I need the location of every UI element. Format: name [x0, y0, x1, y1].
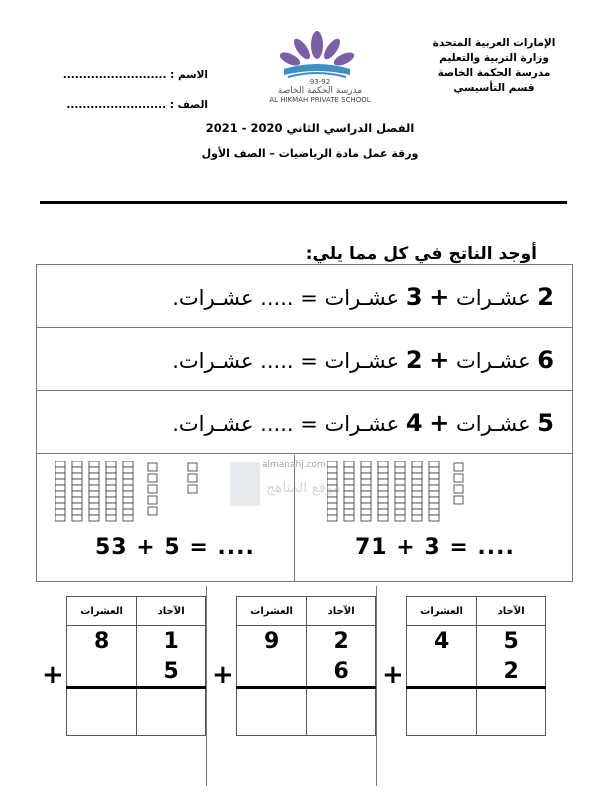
sum-expression: 53 + 5 = .... — [95, 535, 255, 560]
base-ten-blocks-left — [55, 461, 255, 527]
tens-digit: 9 — [237, 626, 307, 657]
tens-digit — [67, 656, 137, 688]
tens-digit: 4 — [407, 626, 477, 657]
unit-cube — [188, 485, 197, 493]
ones-digit: 5 — [477, 626, 546, 657]
tens-rod — [55, 461, 65, 521]
unit-cube — [148, 507, 157, 515]
unit-cube — [454, 496, 463, 504]
name-field[interactable]: الاسم : .......................... — [62, 69, 208, 81]
answer-ones-cell[interactable] — [477, 688, 546, 736]
base-ten-blocks-right — [327, 461, 547, 527]
unit-cube — [454, 463, 463, 471]
place-value-section — [36, 586, 571, 786]
term-title: الفصل الدراسي الثاني 2020 - 2021 — [205, 121, 415, 135]
unit-cube — [188, 463, 197, 471]
ministry-line: وزارة التربية والتعليم — [439, 52, 549, 64]
ones-digit: 2 — [477, 656, 546, 688]
answer-tens-cell[interactable] — [67, 688, 137, 736]
tens-rod — [106, 461, 116, 521]
tens-header: العشرات — [67, 597, 137, 626]
department-line: قسم التأسيسي — [453, 82, 535, 94]
watermark: almanahj.com — [262, 460, 326, 470]
equation-row: 2 عشـرات + 3 عشـرات = ..... عشـرات. — [37, 265, 572, 328]
place-value-problem: + العشرات الآحاد 4 5 2 — [376, 586, 546, 786]
tens-rod — [89, 461, 99, 521]
ones-header: الآحاد — [137, 597, 206, 626]
ones-digit: 5 — [137, 656, 206, 688]
ones-header: الآحاد — [477, 597, 546, 626]
ones-digit: 2 — [307, 626, 376, 657]
tens-rod — [395, 461, 405, 521]
tens-rod — [378, 461, 388, 521]
ones-digit: 6 — [307, 656, 376, 688]
tens-rod — [72, 461, 82, 521]
answer-ones-cell[interactable] — [307, 688, 376, 736]
instruction: أوجد الناتج في كل مما يلي: — [305, 244, 537, 264]
ones-digit: 1 — [137, 626, 206, 657]
country-line: الإمارات العربية المتحدة — [432, 37, 556, 49]
sum-expression: 71 + 3 = .... — [355, 535, 515, 560]
tens-rod — [429, 461, 439, 521]
tens-digit — [237, 656, 307, 688]
ones-header: الآحاد — [307, 597, 376, 626]
tens-header: العشرات — [407, 597, 477, 626]
unit-cube — [454, 474, 463, 482]
tens-digit: 8 — [67, 626, 137, 657]
class-field[interactable]: الصف : ......................... — [66, 99, 208, 111]
exercise-grid — [36, 264, 573, 582]
unit-cube — [148, 485, 157, 493]
tens-header: العشرات — [237, 597, 307, 626]
unit-cube — [148, 496, 157, 504]
school-header — [419, 36, 569, 96]
tens-rod — [412, 461, 422, 521]
logo-caption: 93-92 مدرسة الحكمة الخاصة AL HIKMAH PRIVATE SCHOOL — [269, 78, 371, 104]
subject-title: ورقة عمل مادة الرياضيات – الصف الأول — [201, 147, 419, 160]
tens-rod — [361, 461, 371, 521]
svg-text:موقع المناهج: موقع المناهج — [266, 480, 341, 496]
unit-cube — [188, 474, 197, 482]
tens-digit — [407, 656, 477, 688]
school-line: مدرسة الحكمة الخاصة — [437, 67, 551, 79]
place-value-problem: + العشرات الآحاد 8 1 5 — [36, 586, 206, 786]
answer-ones-cell[interactable] — [137, 688, 206, 736]
unit-cube — [148, 463, 157, 471]
unit-cube — [148, 474, 157, 482]
equation-row: 5 عشـرات + 4 عشـرات = ..... عشـرات. — [37, 391, 572, 454]
unit-cube — [454, 485, 463, 493]
equation-row: 6 عشـرات + 2 عشـرات = ..... عشـرات. — [37, 328, 572, 391]
answer-tens-cell[interactable] — [407, 688, 477, 736]
student-info — [48, 60, 208, 120]
place-value-problem: + العشرات الآحاد 9 2 6 — [206, 586, 376, 786]
divider — [40, 201, 567, 204]
tens-rod — [123, 461, 133, 521]
answer-tens-cell[interactable] — [237, 688, 307, 736]
